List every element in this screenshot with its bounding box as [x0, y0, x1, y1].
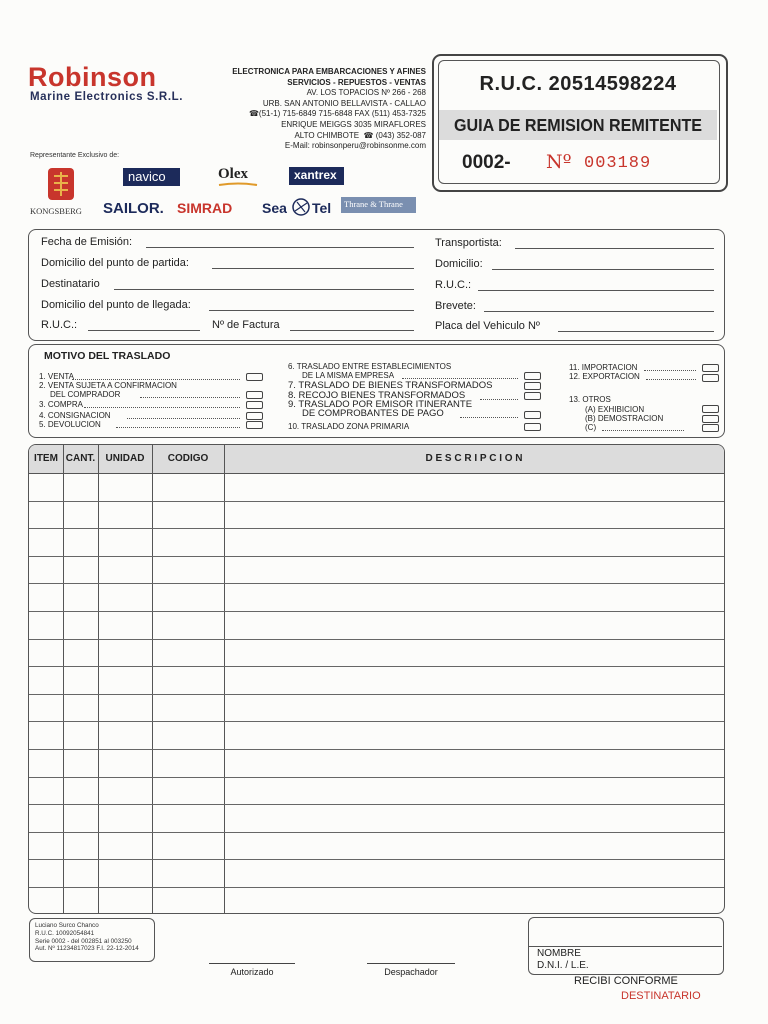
printer-name: Luciano Surco Chanco — [35, 922, 99, 929]
seatel-logo: Sea Tel — [262, 197, 336, 217]
dispatcher-label: Despachador — [384, 967, 438, 977]
reason-itinerant-issuer-checkbox[interactable] — [524, 411, 541, 419]
vehicle-plate-field[interactable] — [558, 331, 714, 332]
simrad-logo: SIMRAD — [177, 200, 233, 216]
table-row[interactable] — [29, 639, 724, 640]
reason-primary-zone: 10. TRASLADO ZONA PRIMARIA — [288, 422, 410, 431]
reason-import-checkbox[interactable] — [702, 364, 719, 372]
document-serie: 0002- — [462, 152, 511, 173]
reason-import-dots — [644, 370, 696, 371]
company-phone-line: ALTO CHIMBOTE ☎ (043) 352-087 — [294, 130, 426, 140]
table-row[interactable] — [29, 501, 724, 502]
seatel-globe-icon — [291, 197, 311, 217]
reason-transformed-goods-checkbox[interactable] — [524, 382, 541, 390]
carrier-address-field[interactable] — [492, 269, 714, 270]
authorized-label: Autorizado — [230, 967, 274, 977]
phone-icon: ☎ — [248, 109, 259, 119]
reason-consignment: 4. CONSIGNACION — [39, 411, 111, 420]
reason-pickup-transformed-dots — [480, 399, 518, 400]
reason-sale-checkbox[interactable] — [246, 373, 263, 381]
number-label: Nº — [546, 151, 572, 173]
reason-export: 12. EXPORTACION — [569, 372, 640, 381]
table-row[interactable] — [29, 859, 724, 860]
invoice-number-label: Nº de Factura — [212, 319, 280, 331]
kongsberg-logo — [30, 166, 90, 218]
reason-other-c-dots — [602, 430, 684, 431]
reason-sale-confirmation-cont: DEL COMPRADOR — [50, 390, 121, 399]
carrier-ruc-field[interactable] — [478, 290, 714, 291]
reason-purchase-dots — [84, 407, 240, 408]
reason-other-c-checkbox[interactable] — [702, 424, 719, 432]
reason-return-checkbox[interactable] — [246, 421, 263, 429]
company-email: E-Mail: robinsonperu@robinsonme.com — [284, 141, 426, 151]
reason-sale-confirmation: 2. VENTA SUJETA A CONFIRMACION — [39, 381, 177, 390]
reason-export-dots — [646, 379, 696, 380]
table-row[interactable] — [29, 777, 724, 778]
company-line: SERVICIOS - REPUESTOS - VENTAS — [287, 77, 426, 87]
column-divider — [224, 445, 225, 913]
column-divider — [63, 445, 64, 913]
received-conform-label: RECIBI CONFORME — [574, 975, 678, 987]
emission-date-label: Fecha de Emisión: — [41, 236, 133, 248]
table-row[interactable] — [29, 804, 724, 805]
column-header-unit: UNIDAD — [105, 453, 145, 464]
printer-ruc: R.U.C. 10092054841 — [35, 929, 95, 937]
column-divider — [152, 445, 153, 913]
column-header-code: CODIGO — [167, 453, 209, 464]
recipient-label: Destinatario — [41, 278, 100, 290]
arrival-address-field[interactable] — [209, 310, 414, 311]
reason-others: 13. OTROS — [569, 395, 611, 404]
sailor-logo: SAILOR. — [103, 200, 164, 217]
reason-itinerant-issuer-cont: DE COMPROBANTES DE PAGO — [302, 408, 444, 419]
arrival-address-label: Domicilio del punto de llegada: — [41, 299, 191, 311]
table-row[interactable] — [29, 528, 724, 529]
reason-sale-dots — [72, 379, 240, 380]
license-field[interactable] — [484, 311, 714, 312]
phone-icon: ☎ — [363, 130, 374, 140]
departure-address-field[interactable] — [212, 268, 414, 269]
reason-demonstration: (B) DEMOSTRACION — [585, 414, 664, 423]
license-label: Brevete: — [435, 300, 476, 312]
reason-other-c: (C) — [585, 423, 597, 432]
xantrex-logo: xantrex — [289, 167, 344, 185]
company-line: AV. LOS TOPACIOS Nº 266 - 268 — [306, 88, 426, 98]
column-divider — [98, 445, 99, 913]
table-row[interactable] — [29, 694, 724, 695]
company-logo-subtitle: Marine Electronics S.R.L. — [30, 91, 184, 103]
authorized-signature-line[interactable] — [209, 963, 295, 964]
reason-pickup-transformed: 8. RECOJO BIENES TRANSFORMADOS — [288, 390, 466, 401]
reason-demonstration-checkbox[interactable] — [702, 415, 719, 423]
printer-serie-range: Serie 0002 - del 002851 al 003250 — [35, 937, 132, 945]
ruc-number: R.U.C. 20514598224 — [479, 73, 677, 95]
reason-internal-transfer-dots — [402, 378, 518, 379]
dispatcher-signature-line[interactable] — [367, 963, 455, 964]
table-row[interactable] — [29, 887, 724, 888]
printer-stamp — [35, 922, 139, 953]
column-header-description: D E S C R I P C I O N — [425, 453, 523, 464]
reason-internal-transfer: 6. TRASLADO ENTRE ESTABLECIMIENTOS — [288, 362, 452, 371]
receiver-name-label: NOMBRE — [537, 948, 581, 959]
document-number: 003189 — [584, 154, 652, 173]
table-row[interactable] — [29, 611, 724, 612]
table-row[interactable] — [29, 749, 724, 750]
carrier-address-label: Domicilio: — [435, 258, 483, 270]
table-row[interactable] — [29, 666, 724, 667]
vehicle-plate-label: Placa del Vehiculo Nº — [435, 320, 540, 332]
transfer-reason-title: MOTIVO DEL TRASLADO — [44, 350, 171, 362]
reason-import: 11. IMPORTACION — [569, 363, 638, 372]
kongsberg-crest-icon — [44, 166, 78, 202]
column-header-item: ITEM — [34, 453, 58, 464]
invoice-number-field[interactable] — [290, 330, 414, 331]
reason-export-checkbox[interactable] — [702, 374, 719, 382]
ruc-label: R.U.C.: — [41, 319, 78, 331]
reason-internal-transfer-cont: DE LA MISMA EMPRESA — [302, 371, 395, 380]
company-logo-name: Robinson — [28, 62, 157, 92]
document-title: GUIA DE REMISION REMITENTE — [453, 115, 703, 135]
reason-sale-confirmation-checkbox[interactable] — [246, 391, 263, 399]
company-line: ELECTRONICA PARA EMBARCACIONES Y AFINES — [232, 67, 426, 76]
company-phone-line: ☎(51-1) 715-6849 715-6848 FAX (511) 453-7325 — [248, 109, 426, 119]
copy-recipient-label: DESTINATARIO — [621, 990, 701, 1002]
receiver-box-divider — [529, 946, 722, 947]
receiver-fields — [537, 948, 589, 972]
company-line: ENRIQUE MEIGGS 3035 MIRAFLORES — [281, 119, 426, 129]
reason-consignment-dots — [127, 418, 240, 419]
reason-sale: 1. VENTA — [39, 372, 74, 381]
departure-address-label: Domicilio del punto de partida: — [41, 257, 189, 269]
receiver-dni-label: D.N.I. / L.E. — [537, 960, 589, 971]
recipient-field[interactable] — [114, 289, 414, 290]
representative-label: Representante Exclusivo de: — [30, 152, 120, 159]
carrier-field[interactable] — [515, 248, 714, 249]
olex-underline-icon — [217, 182, 259, 187]
table-row[interactable] — [29, 832, 724, 833]
table-row[interactable] — [29, 556, 724, 557]
items-table — [28, 444, 725, 914]
reason-purchase: 3. COMPRA — [39, 400, 84, 409]
printer-authorization: Aut. Nº 11234817023 F.I. 22-12-2014 — [35, 945, 139, 953]
reason-itinerant-issuer: 9. TRASLADO POR EMISOR ITINERANTE — [288, 399, 473, 410]
reason-consignment-checkbox[interactable] — [246, 412, 263, 420]
company-info — [200, 67, 426, 152]
reason-pickup-transformed-checkbox[interactable] — [524, 392, 541, 400]
ruc-field[interactable] — [88, 330, 200, 331]
reason-purchase-checkbox[interactable] — [246, 401, 263, 409]
reason-return: 5. DEVOLUCION — [39, 420, 101, 429]
reason-exhibition: (A) EXHIBICION — [585, 405, 645, 414]
reason-return-dots — [116, 427, 240, 428]
company-line: URB. SAN ANTONIO BELLAVISTA - CALLAO — [262, 98, 426, 108]
olex-logo: Olex — [217, 166, 259, 184]
reason-internal-transfer-checkbox[interactable] — [524, 372, 541, 380]
reason-sale-confirmation-dots — [140, 397, 240, 398]
shipping-info-box — [28, 229, 725, 341]
navico-logo: navico — [123, 168, 180, 186]
kongsberg-text: KONGSBERG — [30, 206, 82, 216]
reason-itinerant-issuer-dots — [460, 417, 518, 418]
reason-primary-zone-checkbox[interactable] — [524, 423, 541, 431]
reason-transformed-goods: 7. TRASLADO DE BIENES TRANSFORMADOS — [288, 380, 493, 391]
column-header-quantity: CANT. — [65, 453, 96, 464]
emission-date-field[interactable] — [146, 247, 414, 248]
reason-exhibition-checkbox[interactable] — [702, 405, 719, 413]
carrier-ruc-label: R.U.C.: — [435, 279, 472, 291]
table-row[interactable] — [29, 721, 724, 722]
carrier-label: Transportista: — [435, 237, 502, 249]
table-row[interactable] — [29, 583, 724, 584]
thrane-logo: Thrane & Thrane — [341, 197, 416, 213]
